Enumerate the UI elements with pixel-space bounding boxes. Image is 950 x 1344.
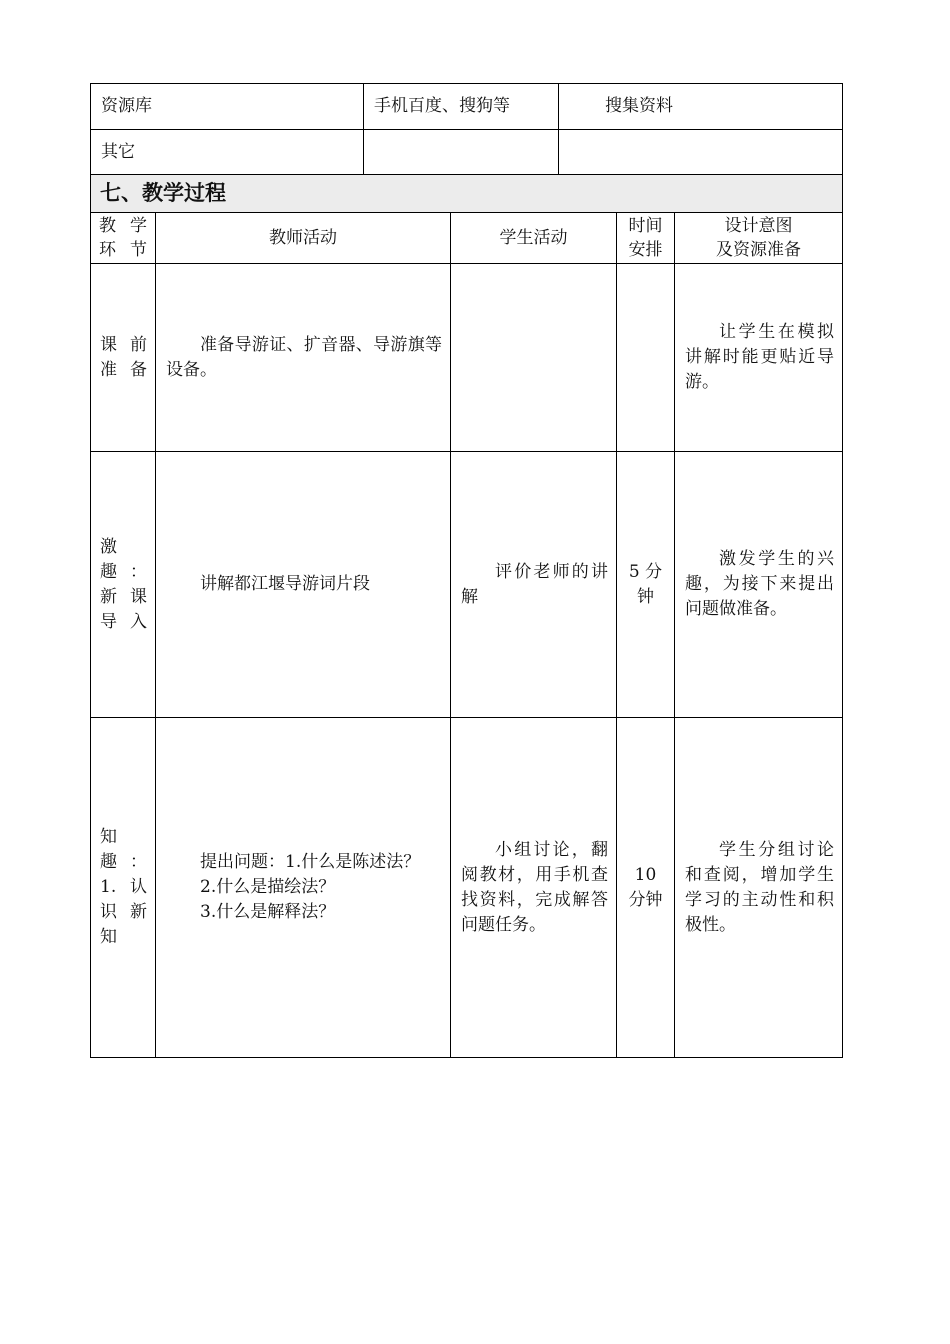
teacher-line: 讲解都江堰导游词片段 [200, 574, 370, 594]
stage-line: 准备 [100, 359, 147, 380]
header-time [617, 213, 675, 264]
table-row [91, 264, 843, 452]
time-line: 钟 [637, 586, 654, 607]
student-activity [451, 452, 617, 718]
resource-use [559, 130, 843, 176]
stage-line: 趣： [100, 852, 147, 872]
resource-type: 资源库 [91, 84, 364, 130]
header-design-line1: 设计意图 [724, 216, 793, 236]
time-cell [617, 452, 675, 718]
table-row [91, 718, 843, 1058]
resource-type: 其它 [91, 130, 364, 176]
student-text: 小组讨论，翻阅教材，用手机查找资料，完成解答问题任务。 [461, 839, 608, 935]
header-stage-line1: 教 学 [99, 216, 147, 236]
time-line: 5 分 [628, 561, 663, 582]
stage-line: 识 新 [100, 902, 147, 922]
teaching-process-table [90, 174, 843, 1058]
section-title: 七、教学过程 [91, 175, 843, 213]
stage-line: 新 课 [100, 586, 147, 607]
stage-line: 趣 ： [100, 561, 147, 582]
resource-table [90, 83, 843, 176]
teacher-activity [156, 264, 451, 452]
stage-line: 课 前 [100, 334, 147, 355]
header-stage [91, 213, 156, 264]
design-text: 激发学生的兴趣，为接下来提出问题做准备。 [685, 549, 835, 619]
stage-cell [91, 452, 156, 718]
resource-tool: 手机百度、搜狗等 [364, 84, 559, 130]
teacher-line: 提出问题：1.什么是陈述法？ [200, 852, 421, 872]
table-row [91, 84, 843, 130]
teacher-line: 3.什么是解释法？ [200, 902, 336, 922]
table-row [91, 452, 843, 718]
student-activity [451, 718, 617, 1058]
student-activity [451, 264, 617, 452]
design-text: 学生分组讨论和查阅，增加学生学习的主动性和积极性。 [685, 839, 835, 935]
resource-use: 搜集资料 [559, 84, 843, 130]
design-text: 让学生在模拟讲解时能更贴近导游。 [685, 322, 835, 392]
header-design-line2: 及资源准备 [716, 240, 802, 260]
stage-line: 1. 认 [100, 877, 147, 897]
teacher-activity [156, 452, 451, 718]
resource-tool [364, 130, 559, 176]
stage-cell [91, 264, 156, 452]
table-row [91, 130, 843, 176]
header-design [675, 213, 843, 264]
time-line: 10 [634, 864, 657, 885]
teacher-line: 准备导游证、扩音器、导游旗等设备。 [166, 334, 442, 380]
header-time-line2: 安排 [628, 240, 663, 260]
time-cell [617, 718, 675, 1058]
header-teacher: 教师活动 [156, 213, 451, 264]
stage-line: 知 [100, 827, 117, 847]
stage-line: 导 入 [100, 611, 147, 632]
time-cell [617, 264, 675, 452]
section-title-row [91, 175, 843, 213]
teacher-line: 2.什么是描绘法？ [200, 877, 336, 897]
design-intent [675, 718, 843, 1058]
header-time-line1: 时间 [628, 216, 663, 236]
stage-line: 知 [100, 927, 117, 947]
time-line: 分钟 [628, 889, 663, 910]
header-row [91, 213, 843, 264]
header-stage-line2: 环节 [99, 240, 147, 260]
teacher-activity [156, 718, 451, 1058]
design-intent [675, 264, 843, 452]
design-intent [675, 452, 843, 718]
stage-cell [91, 718, 156, 1058]
header-student: 学生活动 [451, 213, 617, 264]
stage-line: 激 [100, 536, 117, 557]
student-text: 评价老师的讲解 [461, 561, 608, 607]
